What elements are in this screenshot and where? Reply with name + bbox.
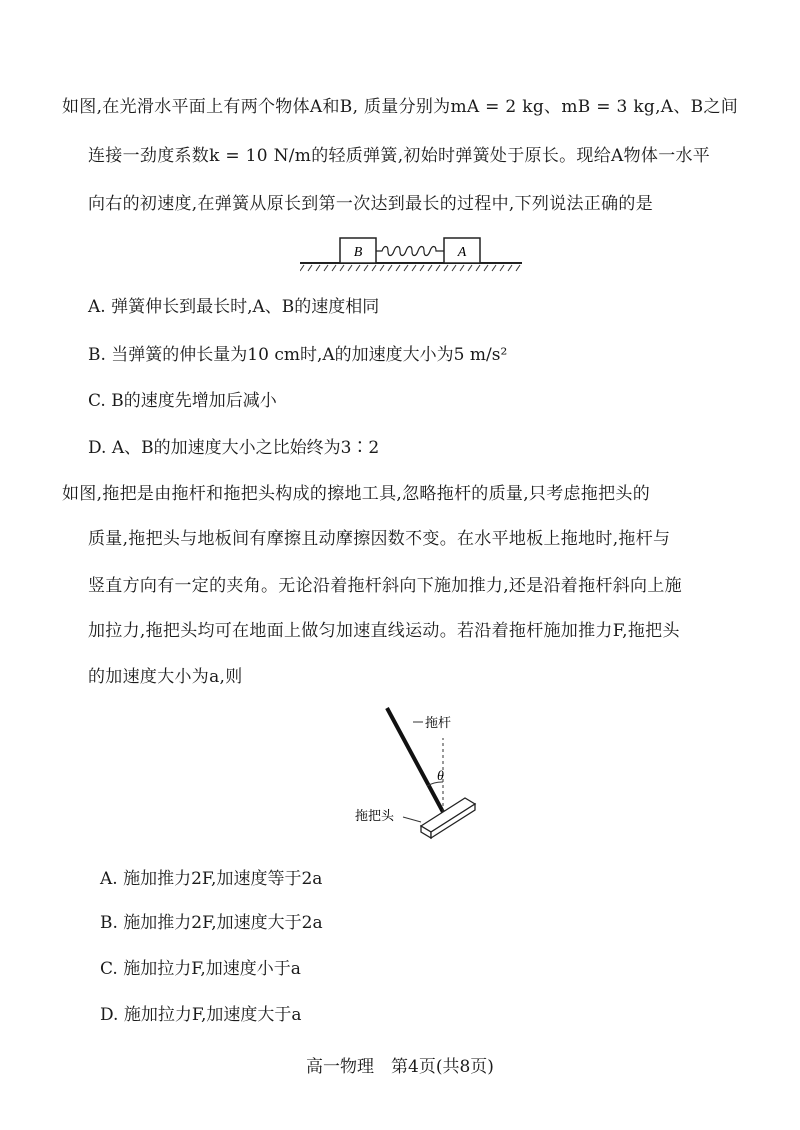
head-label: 拖把头 — [355, 809, 395, 824]
q9-option-d: D. A、B的加速度大小之比始终为3∶2 — [88, 438, 380, 458]
page-footer: 高一物理 第4页(共8页) — [306, 1057, 494, 1077]
angle-label: θ — [437, 769, 444, 784]
q9-spring-figure — [300, 234, 525, 274]
q9-option-b: B. 当弹簧的伸长量为10 cm时,A的加速度大小为5 m/s² — [88, 345, 508, 365]
q10-line-3: 竖直方向有一定的夹角。无论沿着拖杆斜向下施加推力,还是沿着拖杆斜向上施 — [88, 576, 682, 596]
block-a-label: A — [457, 245, 467, 260]
q10-option-a: A. 施加推力2F,加速度等于2a — [100, 869, 323, 889]
q10-option-b: B. 施加推力2F,加速度大于2a — [100, 913, 323, 933]
q10-line-2: 质量,拖把头与地板间有摩擦且动摩擦因数不变。在水平地板上拖地时,拖杆与 — [88, 529, 671, 549]
q10-line-1: 如图,拖把是由拖杆和拖把头构成的擦地工具,忽略拖杆的质量,只考虑拖把头的 — [62, 484, 651, 504]
q10-mop-figure — [355, 700, 490, 845]
q9-line-2: 连接一劲度系数k = 10 N/m的轻质弹簧,初始时弹簧处于原长。现给A物体一水平 — [88, 146, 711, 166]
block-b-label: B — [353, 245, 363, 260]
mop-head — [421, 798, 475, 838]
q9-option-a: A. 弹簧伸长到最长时,A、B的速度相同 — [88, 297, 380, 317]
q9-line-3: 向右的初速度,在弹簧从原长到第一次达到最长的过程中,下列说法正确的是 — [88, 194, 654, 214]
q9-option-c: C. B的速度先增加后减小 — [88, 391, 277, 411]
spring-icon — [376, 247, 444, 256]
q10-option-d: D. 施加拉力F,加速度大于a — [100, 1005, 302, 1025]
q9-line-1: 如图,在光滑水平面上有两个物体A和B, 质量分别为mA = 2 kg、mB = 3 kg,A、B之间 — [62, 97, 739, 117]
q10-option-c: C. 施加拉力F,加速度小于a — [100, 959, 301, 979]
q10-line-5: 的加速度大小为a,则 — [88, 667, 243, 687]
pole-label: 拖杆 — [425, 716, 452, 731]
q10-line-4: 加拉力,拖把头均可在地面上做匀加速直线运动。若沿着拖杆施加推力F,拖把头 — [88, 621, 680, 641]
